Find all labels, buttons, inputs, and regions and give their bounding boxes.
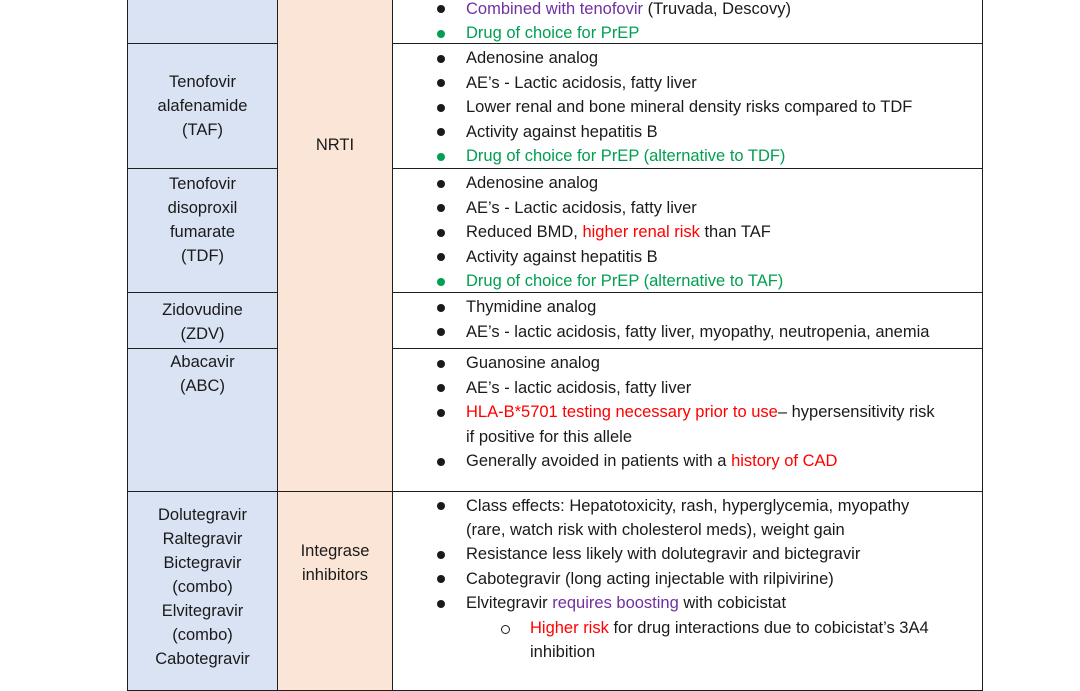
details-cell-tdf bbox=[392, 168, 983, 293]
list-item: Class effects: Hepatotoxicity, rash, hyperglycemia, myopathy bbox=[393, 494, 982, 519]
bullet-icon bbox=[437, 384, 445, 392]
list-item: Drug of choice for PrEP bbox=[393, 21, 982, 46]
list-item: AE’s - lactic acidosis, fatty liver, myopathy, neutropenia, anemia bbox=[393, 320, 982, 345]
highlight-purple: requires boosting bbox=[552, 594, 679, 612]
bullet-icon bbox=[437, 30, 445, 38]
drug-cell-tdf: Tenofovir disoproxil fumarate (TDF) bbox=[127, 168, 278, 293]
list-item-continuation: (rare, watch risk with cholesterol meds), weight gain bbox=[466, 520, 845, 539]
details-cell-insti bbox=[392, 491, 983, 691]
list-item: Combined with tenofovir (Truvada, Descovy) bbox=[393, 0, 982, 21]
drug-cell-abc: Abacavir (ABC) bbox=[127, 348, 278, 492]
bullet-icon bbox=[437, 104, 445, 112]
highlight-red: higher renal risk bbox=[582, 223, 700, 242]
bullet-icon bbox=[437, 153, 445, 161]
list-item: Lower renal and bone mineral density risks compared to TDF bbox=[393, 95, 982, 120]
bullet-icon bbox=[437, 204, 445, 212]
bullet-icon bbox=[437, 502, 445, 510]
bullet-icon bbox=[437, 229, 445, 237]
highlight-red: history of CAD bbox=[731, 452, 838, 471]
bullet-icon bbox=[437, 180, 445, 188]
highlight-red: Higher risk bbox=[530, 618, 609, 637]
bullet-icon bbox=[437, 55, 445, 63]
list-item: Activity against hepatitis B bbox=[393, 120, 982, 145]
drug-cell-zdv: Zidovudine (ZDV) bbox=[127, 292, 278, 349]
list-item: Reduced BMD, higher renal risk than TAF bbox=[393, 220, 982, 245]
bullet-icon bbox=[437, 458, 445, 466]
class-cell-integrase bbox=[277, 491, 393, 691]
bullet-icon bbox=[437, 551, 445, 559]
bullet-icon bbox=[437, 5, 445, 13]
list-item: Adenosine analog bbox=[393, 46, 982, 71]
bullet-icon bbox=[437, 409, 445, 417]
list-item: Generally avoided in patients with a history of CAD bbox=[393, 449, 982, 474]
list-item: AE’s - lactic acidosis, fatty liver bbox=[393, 376, 982, 401]
list-item: HLA-B*5701 testing necessary prior to use– hypersensitivity risk bbox=[393, 400, 982, 425]
bullet-icon bbox=[437, 575, 445, 583]
drug-cell-top bbox=[127, 0, 278, 44]
class-cell-nrti bbox=[277, 0, 393, 492]
list-item: Drug of choice for PrEP (alternative to TDF) bbox=[393, 144, 982, 169]
list-item-continuation: if positive for this allele bbox=[466, 427, 632, 446]
class-label: NRTI bbox=[315, 136, 355, 154]
highlight-red: HLA-B*5701 testing necessary prior to use bbox=[466, 403, 778, 422]
bullet-icon bbox=[437, 128, 445, 136]
list-item: Activity against hepatitis B bbox=[393, 245, 982, 270]
details-cell-abc bbox=[392, 348, 983, 492]
list-item: Resistance less likely with dolutegravir and bictegravir bbox=[393, 542, 982, 567]
bullet-icon bbox=[437, 278, 445, 286]
list-item: Guanosine analog bbox=[393, 351, 982, 376]
drug-table bbox=[127, 0, 983, 675]
details-cell-taf bbox=[392, 43, 983, 169]
details-cell-top bbox=[392, 0, 983, 44]
details-cell-zdv bbox=[392, 292, 983, 349]
list-item: Drug of choice for PrEP (alternative to TAF) bbox=[393, 269, 982, 294]
drug-cell-insti: Dolutegravir Raltegravir Bictegravir (combo) Elvitegravir (combo) Cabotegravir bbox=[127, 491, 278, 691]
sub-list-item: Higher risk for drug interactions due to cobicistat’s 3A4 bbox=[393, 616, 982, 641]
bullet-icon bbox=[437, 328, 445, 336]
list-item: Elvitegravir requires boosting with cobicistat bbox=[393, 591, 982, 616]
list-item: AE’s - Lactic acidosis, fatty liver bbox=[393, 71, 982, 96]
bullet-icon bbox=[437, 253, 445, 261]
drug-cell-taf: Tenofovir alafenamide (TAF) bbox=[127, 43, 278, 169]
highlight-purple: Combined with tenofovir bbox=[466, 0, 644, 18]
list-item: Cabotegravir (long acting injectable with rilpivirine) bbox=[393, 567, 982, 592]
list-item: Thymidine analog bbox=[393, 295, 982, 320]
list-item: Adenosine analog bbox=[393, 171, 982, 196]
sub-list-item-continuation: inhibition bbox=[530, 642, 596, 661]
list-item: AE’s - Lactic acidosis, fatty liver bbox=[393, 196, 982, 221]
bullet-icon bbox=[437, 600, 445, 608]
class-label: Integrase inhibitors bbox=[300, 542, 370, 584]
bullet-icon bbox=[437, 79, 445, 87]
bullet-icon bbox=[437, 360, 445, 368]
circle-bullet-icon bbox=[501, 625, 510, 634]
bullet-icon bbox=[437, 304, 445, 312]
